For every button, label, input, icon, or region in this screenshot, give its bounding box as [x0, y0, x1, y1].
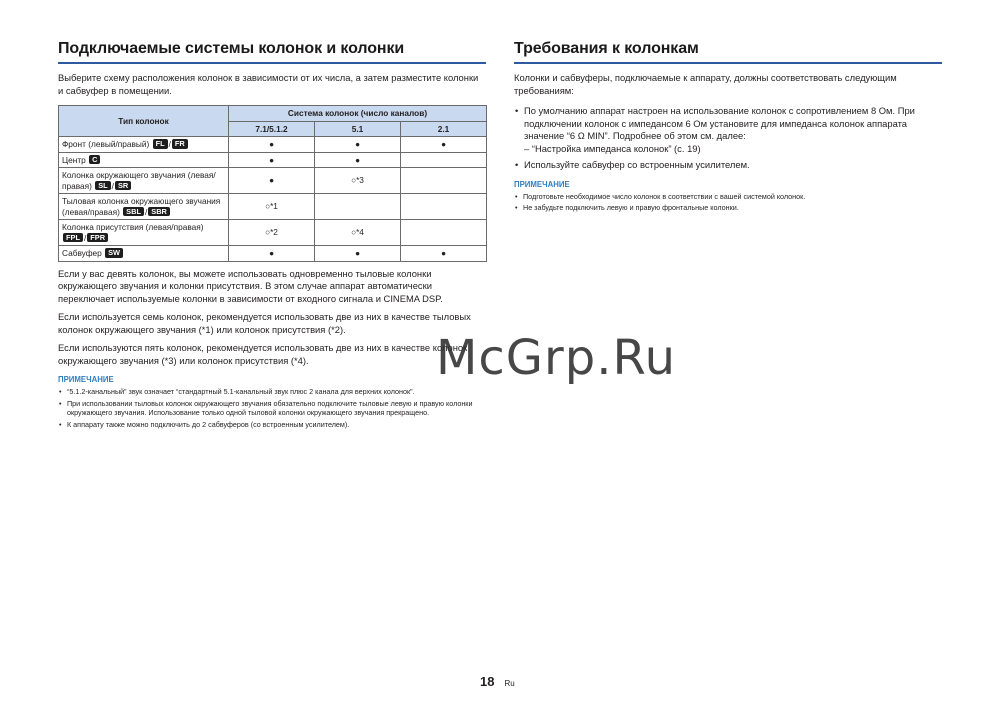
table-row — [59, 168, 487, 194]
speaker-type-label: Колонка присутствия (левая/правая) — [62, 222, 204, 232]
system-cell — [401, 220, 487, 246]
paragraph-nine-speakers: Если у вас девять колонок, вы можете использовать одновременно тыловые колонки окружающего звучания и колонки присутствия. В этом случае аппарат автоматически переключает используемые колонки в зависимости от входного сигнала и CINEMA DSP. — [58, 267, 443, 304]
table-row — [59, 220, 487, 246]
channel-tag: SR — [115, 181, 131, 191]
right-note-title: ПРИМЕЧАНИЕ — [514, 179, 570, 189]
system-cell: ○*2 — [229, 220, 315, 246]
system-cell — [401, 152, 487, 168]
system-cell: ● — [315, 152, 401, 168]
speaker-type-label: Сабвуфер — [62, 248, 102, 258]
system-cell: ● — [229, 246, 315, 262]
requirement-item — [514, 105, 942, 155]
impedance-reference-link[interactable]: – “Настройка импеданса колонок” (c. 19) — [524, 142, 701, 154]
right-note-item: • Не забудьте подключить левую и правую фронтальные колонки. — [514, 203, 942, 213]
right-intro: Колонки и сабвуферы, подключаемые к аппарату, должны соответствовать следующим требованиям: — [514, 72, 897, 96]
requirement-item — [514, 159, 942, 172]
left-column — [58, 40, 486, 431]
channel-tag: SL — [95, 181, 110, 191]
speaker-type-label: Центр — [62, 154, 86, 165]
table-row — [59, 152, 487, 168]
channel-tag: SW — [105, 248, 123, 258]
tag-separator: / — [111, 180, 114, 191]
speaker-type-label: Колонка окружающего звучания (левая/правая) — [62, 170, 216, 191]
system-cell: ● — [229, 137, 315, 153]
left-note-title: ПРИМЕЧАНИЕ — [58, 375, 114, 384]
paragraph-seven-speakers: Если используется семь колонок, рекомендуется использовать две из них в качестве тыловых колонок окружающего звучания (*1) или колонок присутствия (*2). — [58, 311, 471, 335]
right-notes-list — [514, 192, 942, 213]
system-cell: ● — [229, 152, 315, 168]
left-note-item: • При использовании тыловых колонок окружающего звучания обязательно подключите тыловые левую и правую колонки окружающего звучания. Использование только одной тыловой колонки окружающего звучания прекращено. — [58, 399, 486, 418]
system-cell — [401, 168, 487, 194]
system-cell: ● — [401, 246, 487, 262]
speaker-type-cell — [59, 246, 229, 262]
system-cell: ● — [229, 168, 315, 194]
header-system-2: 5.1 — [315, 121, 401, 137]
table-row — [59, 246, 487, 262]
table-row — [59, 137, 487, 153]
header-system-1: 7.1/5.1.2 — [229, 121, 315, 137]
system-cell: ○*4 — [315, 220, 401, 246]
speaker-type-label: Тыловая колонка окружающего звучания (левая/правая) — [62, 196, 221, 217]
system-cell: ○*1 — [229, 194, 315, 220]
page-footer — [480, 674, 515, 689]
speaker-type-label: Фронт (левый/правый) — [62, 139, 150, 149]
requirements-list — [514, 105, 942, 172]
channel-tag: FR — [172, 139, 188, 149]
left-intro: Выберите схему расположения колонок в зависимости от их числа, а затем разместите колонки и сабвуфер в помещении. — [58, 72, 479, 96]
system-cell: ● — [401, 137, 487, 153]
right-heading: Требования к колонкам — [514, 40, 942, 64]
requirement-text: Используйте сабвуфер со встроенным усилителем. — [524, 159, 750, 170]
speaker-type-cell — [59, 168, 229, 194]
header-speaker-type: Тип колонок — [59, 106, 229, 137]
speaker-type-cell — [59, 194, 229, 220]
channel-tag: SBR — [148, 207, 170, 217]
speaker-systems-table — [58, 105, 487, 262]
requirement-text: По умолчанию аппарат настроен на использование колонок с сопротивлением 8 Ом. При подключении колонок с импедансом 6 Ом установите для импеданса колонок аппарата значение “6 Ω MIN”. Подробнее об этом см. далее: — [524, 105, 915, 141]
left-note-item: • “5.1.2-канальный” звук означает “стандартный 5.1-канальный звук плюс 2 канала для верхних колонок”. — [58, 387, 486, 397]
page-number: 18 — [480, 674, 495, 689]
speaker-type-cell — [59, 220, 229, 246]
header-speaker-system: Система колонок (число каналов) — [229, 106, 487, 122]
watermark: McGrp.Ru — [436, 330, 677, 386]
tag-separator: / — [168, 139, 171, 149]
channel-tag: FPL — [63, 233, 83, 243]
channel-tag: FPR — [87, 233, 108, 243]
channel-tag: FL — [153, 139, 168, 149]
tag-separator: / — [83, 232, 87, 243]
speaker-type-cell — [59, 137, 229, 153]
left-note-item: • К аппарату также можно подключить до 2 сабвуферов (со встроенным усилителем). — [58, 420, 486, 430]
header-system-3: 2.1 — [401, 121, 487, 137]
paragraph-five-speakers: Если используются пять колонок, рекомендуется использовать две из них в качестве колонок окружающего звучания (*3) или колонок присутствия (*4). — [58, 342, 468, 366]
left-heading: Подключаемые системы колонок и колонки — [58, 40, 486, 64]
system-cell — [315, 194, 401, 220]
channel-tag: SBL — [123, 207, 144, 217]
system-cell: ● — [315, 246, 401, 262]
system-cell: ● — [315, 137, 401, 153]
channel-tag: C — [89, 155, 100, 165]
tag-separator: / — [144, 206, 148, 217]
left-notes-list — [58, 387, 486, 429]
language-code: Ru — [504, 679, 515, 688]
right-note-item: • Подготовьте необходимое число колонок в соответствии с вашей системой колонок. — [514, 192, 942, 202]
speaker-type-cell — [59, 152, 229, 168]
system-cell: ○*3 — [315, 168, 401, 194]
table-row — [59, 194, 487, 220]
right-column — [514, 40, 942, 215]
system-cell — [401, 194, 487, 220]
